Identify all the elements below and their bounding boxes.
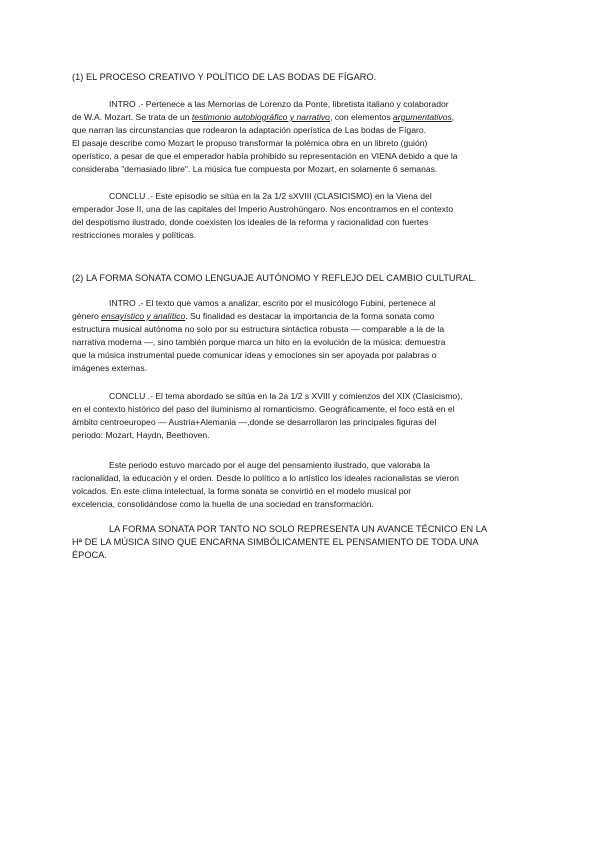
- paragraph-line: INTRO .- El texto que vamos a analizar, escrito por el musicólogo Fubini, pertenece al: [109, 298, 436, 308]
- paragraph-line: que narran las circunstancias que rodearon la adaptación operística de Las bodas de Fígaro.: [72, 125, 427, 135]
- paragraph-line: Este periodo estuvo marcado por el auge del pensamiento ilustrado, que valoraba la: [109, 460, 431, 470]
- paragraph-line: género ensayístico y analítico. Su finalidad es destacar la importancia de la forma sonata como: [72, 311, 435, 321]
- paragraph-line: excelencia, consolidándose como la huella de una sociedad en transformación.: [72, 499, 374, 509]
- paragraph-line: El pasaje describe como Mozart le propuso transformar la polémica obra en un libreto (guión): [72, 138, 428, 148]
- paragraph-line: en el contexto histórico del paso del iluminismo al romanticismo. Geográficamente, el foco está en el: [72, 404, 455, 414]
- section-1-intro-paragraph: [72, 98, 534, 176]
- paragraph-line: racionalidad, la educación y el orden. Desde lo político a lo artístico los ideales racionalistas se vieron: [72, 473, 459, 483]
- paragraph-line: operístico, a pesar de que el emperador había prohibido su representación en VIENA debido a que la: [72, 151, 458, 161]
- paragraph-line: emperador Jose II, una de las capitales del Imperio Austrohúngaro. Nos encontramos en el contexto: [72, 204, 454, 214]
- section-1-conclu-paragraph: [72, 190, 534, 242]
- paragraph-line: CONCLU .- Este episodio se sitúa en la 2a 1/2 sXVIII (CLASICISMO) en la Viena del: [109, 191, 432, 201]
- paragraph-line: del despotismo ilustrado, donde coexisten los ideales de la reforma y racionalidad con fuertes: [72, 217, 429, 227]
- section-2-intro-paragraph: [72, 297, 534, 375]
- paragraph-line: INTRO .- Pertenece a las Memorias de Lorenzo da Ponte, libretista italiano y colaborador: [109, 99, 449, 109]
- paragraph-line: de W.A. Mozart. Se trata de un testimonio autobiográfico y narrativo, con elementos argumentativos,: [72, 112, 455, 122]
- section-2-periodo-paragraph: [72, 459, 534, 511]
- paragraph-line: CONCLU .- El tema abordado se sitúa en la 2a 1/2 s XVIII y comienzos del XIX (Clasicismo),: [109, 391, 463, 401]
- underlined-term: argumentativos: [393, 112, 452, 122]
- section-2-heading: (2) LA FORMA SONATA COMO LENGUAJE AUTÓNOMO Y REFLEJO DEL CAMBIO CULTURAL.: [72, 273, 477, 283]
- paragraph-line: LA FORMA SONATA POR TANTO NO SOLO REPRESENTA UN AVANCE TÉCNICO EN LA: [109, 524, 488, 534]
- paragraph-line: restricciones morales y políticas.: [72, 230, 197, 240]
- underlined-term: ensayístico y analítico: [101, 311, 186, 321]
- paragraph-line: Hª DE LA MÚSICA SINO QUE ENCARNA SIMBÓLICAMENTE EL PENSAMIENTO DE TODA UNA: [72, 537, 479, 547]
- section-1-heading: (1) EL PROCESO CREATIVO Y POLÍTICO DE LAS BODAS DE FÍGARO.: [72, 72, 377, 82]
- paragraph-line: periodo: Mozart, Haydn, Beethoven.: [72, 430, 210, 440]
- section-2-final-paragraph: [72, 523, 534, 562]
- underlined-term: testimonio autobiográfico y narrativo: [191, 112, 330, 122]
- paragraph-line: consideraba "demasiado libre". La música fue compuesta por Mozart, en solamente 6 semanas.: [72, 164, 438, 174]
- paragraph-line: imágenes externas.: [72, 363, 147, 373]
- paragraph-line: narrativa moderna —, sino también porque marca un hito en la evolución de la música: demuestra: [72, 337, 446, 347]
- paragraph-line: ámbito centroeuropeo — Austria+Alemania —,donde se desarrollaron las principales figuras del: [72, 417, 437, 427]
- paragraph-line: volcados. En este clima intelectual, la forma sonata se convirtió en el modelo musical por: [72, 486, 412, 496]
- section-2-conclu-paragraph: [72, 390, 534, 442]
- paragraph-line: estructura musical autónoma no solo por su estructura sintáctica robusta — comparable a la de la: [72, 324, 445, 334]
- paragraph-line: ÉPOCA.: [72, 550, 108, 560]
- paragraph-line: que la música instrumental puede comunicar ideas y emociones sin ser apoyada por palabras o: [72, 350, 437, 360]
